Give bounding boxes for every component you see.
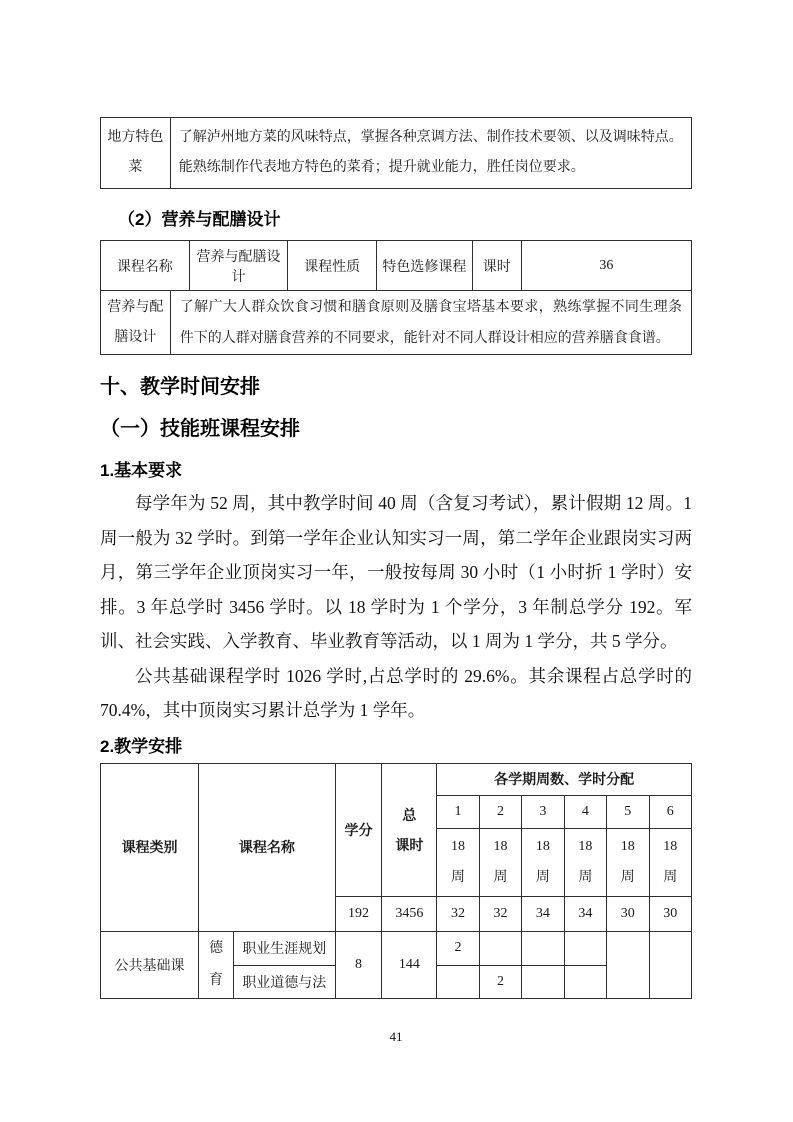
- table-row: [101, 241, 692, 291]
- nutrition-detail-table: [100, 290, 692, 355]
- local-dish-table: [100, 117, 692, 189]
- heading-teaching-schedule: 2.教学安排: [100, 736, 183, 756]
- nutrition-name-cell: [101, 291, 171, 355]
- heading-skills-class: （一）技能班课程安排: [100, 418, 300, 440]
- semester-total-1: 32: [437, 896, 479, 931]
- header-course-category: 课程类别: [101, 763, 199, 931]
- header-credits: 学分: [335, 763, 382, 896]
- dish-name-cell: [101, 118, 171, 189]
- semester-total-6: 30: [649, 896, 691, 931]
- weeks-cell-4: 18 周: [564, 828, 606, 896]
- semester-number-3: 3: [522, 795, 564, 828]
- header-total-hours: [382, 763, 437, 896]
- label-course-nature: 课程性质: [288, 241, 377, 291]
- course-credits: 8: [335, 931, 382, 998]
- weeks-cell-2: 18 周: [479, 828, 521, 896]
- heading-nutrition-subsection: （2）营养与配膳设计: [118, 210, 281, 229]
- group-moral-education: 德 育: [199, 931, 234, 998]
- dish-name-line2: 菜: [128, 160, 143, 175]
- nutrition-name-line1: 营养与配: [107, 299, 164, 315]
- weeks-cell-3: 18 周: [522, 828, 564, 896]
- semester-total-2: 32: [479, 896, 521, 931]
- table-row: [101, 763, 692, 795]
- dish-desc-cell: [170, 118, 691, 189]
- course-hours: 144: [382, 931, 437, 998]
- weeks-cell-5: 18 周: [607, 828, 649, 896]
- header-course-name: 课程名称: [199, 763, 336, 931]
- course2-sem2-value: 2: [479, 965, 521, 998]
- semester-number-5: 5: [607, 795, 649, 828]
- semester-number-4: 4: [564, 795, 606, 828]
- dish-desc-line1: 了解泸州地方菜的风味特点，掌握各种烹调方法、制作技术要领、以及调味特点。: [178, 130, 683, 145]
- empty-cell: [607, 931, 649, 998]
- course-name-value: 营养与配膳设计: [189, 241, 288, 291]
- empty-cell: [522, 931, 564, 965]
- semester-total-5: 30: [607, 896, 649, 931]
- table-row: [101, 291, 692, 355]
- semester-number-2: 2: [479, 795, 521, 828]
- header-semester-distribution: 各学期周数、学时分配: [437, 763, 692, 795]
- category-public-basic: 公共基础课: [101, 931, 199, 998]
- teaching-schedule-table: [100, 763, 692, 999]
- course-hours-value: 36: [521, 241, 691, 291]
- total-hours: 3456: [382, 896, 437, 931]
- empty-cell: [649, 931, 691, 998]
- nutrition-name-line2: 膳设计: [114, 329, 157, 345]
- empty-cell: [564, 965, 606, 998]
- total-hours-line1: 总: [402, 806, 417, 823]
- weeks-cell-6: 18 周: [649, 828, 691, 896]
- paragraph-basic-2: 公共基础课程学时 1026 学时,占总学时的 29.6%。其余课程占总学时的 70.4%，其中顶岗实习累计总学为 1 学年。: [100, 665, 692, 720]
- semester-total-3: 34: [522, 896, 564, 931]
- empty-cell: [522, 965, 564, 998]
- heading-teaching-time: 十、教学时间安排: [100, 376, 260, 398]
- semester-number-1: 1: [437, 795, 479, 828]
- semester-number-6: 6: [649, 795, 691, 828]
- page-number: 41: [389, 1028, 403, 1044]
- empty-cell: [437, 965, 479, 998]
- course-nature-value: 特色选修课程: [376, 241, 472, 291]
- course-career-planning: 职业生涯规划: [233, 931, 335, 965]
- nutrition-course-table: [100, 240, 692, 291]
- weeks-cell-1: 18 周: [437, 828, 479, 896]
- semester-total-4: 34: [564, 896, 606, 931]
- label-course-name: 课程名称: [101, 241, 190, 291]
- nutrition-desc-cell: 了解广大人群众饮食习惯和膳食原则及膳食宝塔基本要求，熟练掌握不同生理条件下的人群对膳食营养的不同要求，能针对不同人群设计相应的营养膳食食谱。: [170, 291, 691, 355]
- empty-cell: [479, 931, 521, 965]
- table-row: [101, 931, 692, 965]
- total-hours-line2: 课时: [395, 836, 424, 853]
- dish-desc-line2: 能熟练制作代表地方特色的菜肴；提升就业能力，胜任岗位要求。: [178, 160, 585, 175]
- empty-cell: [564, 931, 606, 965]
- heading-basic-requirements: 1.基本要求: [100, 461, 183, 480]
- table-row: [101, 118, 692, 189]
- paragraph-basic-1: 每学年为 52 周，其中教学时间 40 周（含复习考试），累计假期 12 周。1 周一般为 32 学时。到第一学年企业认知实习一周，第二学年企业跟岗实习两月，第三学年企业顶岗实习一年，一般按每周 30 小时（1 小时折 1 学时）安排。3 年总学时 3456 学时。以 18 学时为 1 个学分，3 年制总学分 192。军训、社会实践、入学教育、毕业教育等活动，以 1 周为 1 学分，共 5 学分。: [100, 493, 692, 651]
- label-course-hours: 课时: [472, 241, 521, 291]
- total-credits: 192: [335, 896, 382, 931]
- course-professional-ethics: 职业道德与法: [233, 965, 335, 998]
- course1-sem1-value: 2: [437, 931, 479, 965]
- dish-name-line1: 地方特色: [107, 130, 164, 145]
